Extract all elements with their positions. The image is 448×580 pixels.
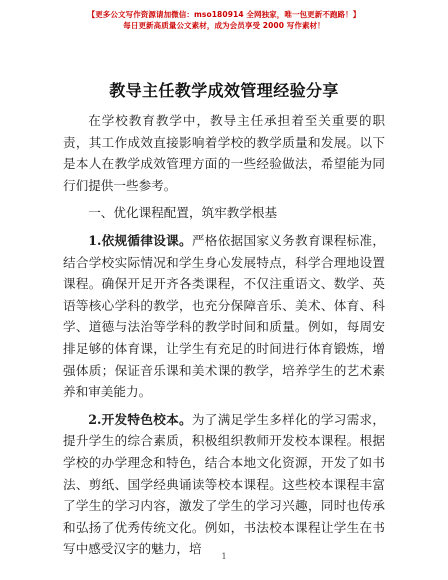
item-2-number: 2.	[88, 411, 102, 427]
header-banner	[0, 9, 448, 31]
section-heading-1: 一、优化课程配置，筑牢教学根基	[88, 205, 278, 221]
page-number: 1	[221, 552, 227, 561]
intro-paragraph: 在学校教育教学中，教导主任承担着至关重要的职责，其工作成效直接影响着学校的教学质量和发展。以下是本人在教学成效管理方面的一些经验做法，希望能为同行们提供一些参考。	[63, 113, 385, 193]
item-1-body: 严格依据国家义务教育课程标准，结合学校实际情况和学生身心发展特点，科学合理地设置课程。确保开足开齐各类课程，不仅注重语文、数学、英语等核心学科的教学，也充分保障音乐、美术、体育、科学、道德与法治等学科的教学时间和质量。例如，每周安排足够的体育课，让学生有充足的时间进行体育锻炼，增强体质；保证音乐课和美术课的教学，培养学生的艺术素养和审美能力。	[63, 232, 386, 400]
document-title: 教导主任教学成效管理经验分享	[109, 81, 339, 100]
item-1-number: 1.	[88, 232, 102, 248]
banner-line-1: 【更多公文写作资源请加微信：mso180914 全网独家，唯一包更新不跑路！】	[87, 10, 361, 19]
banner-line-2: 每日更新高质量公文素材，成为会员享受 2000 写作素材！	[123, 21, 325, 30]
item-1-heading: 依规循律设课。	[101, 232, 192, 248]
item-2-body: 为了满足学生多样化的学习需求，提升学生的综合素质，积极组织教师开发校本课程。根据学校的办学理念和特色，结合本地文化资源，开发了如书法、剪纸、国学经典诵读等校本课程。这些校本课程丰富了学生的学习内容，激发了学生的学习兴趣，同时也传承和弘扬了优秀传统文化。例如，书法校本课程让学生在书写中感受汉字的魅力，培	[63, 411, 386, 557]
item-2-heading: 开发特色校本。	[101, 411, 192, 427]
paragraph-item-2	[63, 409, 385, 560]
paragraph-item-1	[63, 230, 385, 403]
document-body	[63, 110, 385, 560]
